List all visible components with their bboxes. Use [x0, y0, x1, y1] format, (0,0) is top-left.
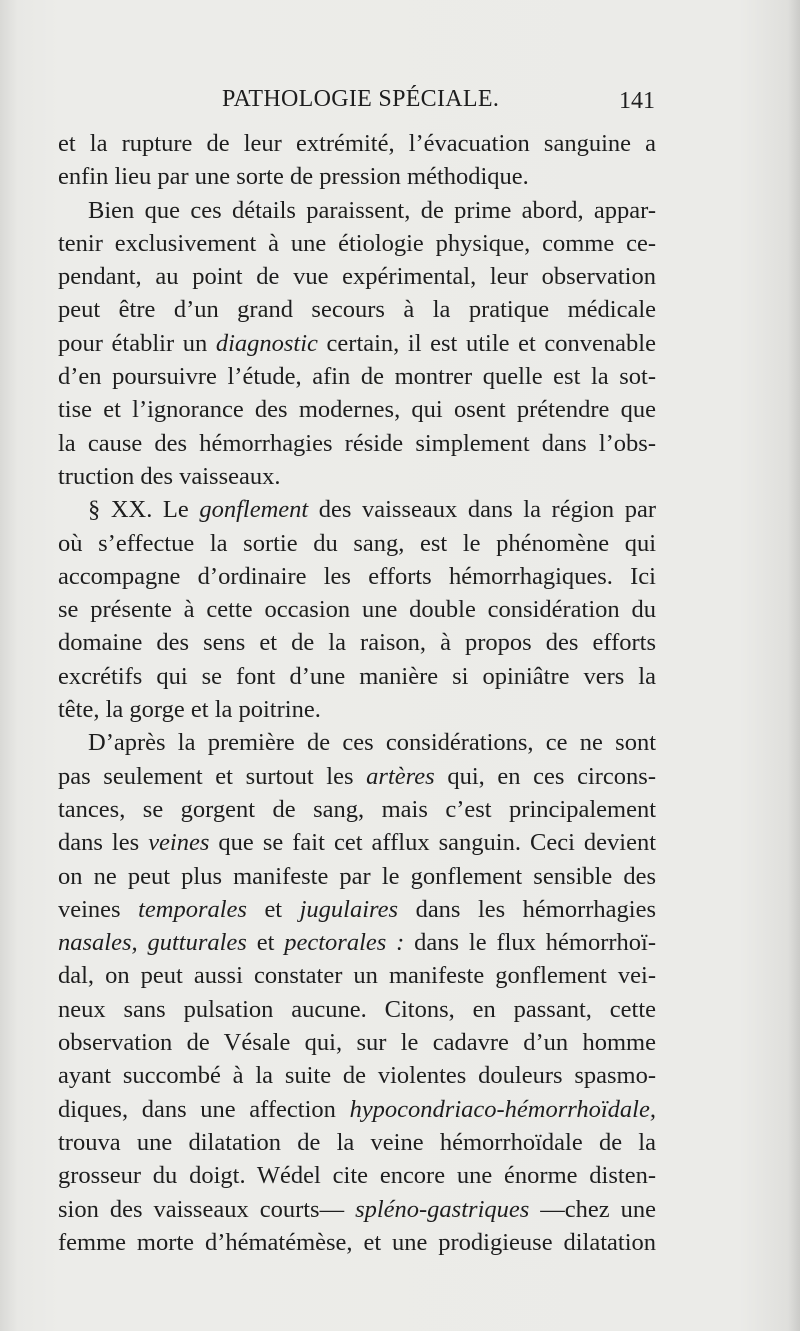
- body-text: [58, 127, 656, 1259]
- text-line: [58, 860, 656, 893]
- text-segment: et: [246, 895, 300, 923]
- text-line: [58, 1159, 656, 1192]
- text-segment: domaine des sens et de la raison, à propos des efforts: [58, 629, 656, 657]
- text-segment: veines: [58, 895, 139, 923]
- text-segment: —chez une: [529, 1195, 656, 1223]
- text-segment: et la rupture de leur extrémité, l’évacuation sanguine a: [58, 130, 656, 157]
- text-segment: dans les hémorrhagies: [398, 895, 656, 923]
- text-line: [58, 693, 656, 726]
- text-line: [58, 626, 656, 659]
- text-segment: enfin lieu par une sorte de pression méthodique.: [58, 163, 529, 191]
- italic-text: temporales: [138, 895, 247, 923]
- text-segment: truction des vaisseaux.: [58, 462, 281, 490]
- text-segment: peut être d’un grand secours à la pratique médicale: [58, 296, 656, 324]
- italic-text: veines: [148, 829, 210, 857]
- italic-text: nasales, gutturales: [58, 929, 247, 957]
- text-segment: trouva une dilatation de la veine hémorrhoïdale de la: [58, 1128, 656, 1156]
- italic-text: hypocondriaco-hémorrhoïdale,: [349, 1095, 656, 1123]
- text-line: [58, 1059, 656, 1092]
- text-line: [58, 360, 656, 393]
- italic-text: gonflement: [199, 496, 309, 524]
- text-line: [58, 660, 656, 693]
- page-number: 141: [619, 88, 655, 114]
- text-segment: où s’effectue la sortie du sang, est le phénomène qui: [58, 529, 656, 557]
- text-segment: dans le flux hémorrhoï-: [404, 929, 656, 957]
- text-line: [58, 993, 656, 1026]
- text-segment: dans les: [58, 829, 149, 857]
- text-segment: on ne peut plus manifeste par le gonflement sensible des: [58, 862, 656, 890]
- text-line: [58, 1193, 656, 1226]
- text-line: [58, 227, 656, 260]
- text-segment: femme morte d’hématémèse, et une prodigieuse dilatation: [58, 1228, 656, 1256]
- text-segment: grosseur du doigt. Wédel cite encore une énorme disten-: [58, 1162, 656, 1190]
- text-line: [58, 1226, 656, 1259]
- text-segment: que se fait cet afflux sanguin. Ceci devient: [209, 829, 656, 857]
- text-segment: D’après la première de ces considérations, ce ne sont: [88, 729, 656, 757]
- text-segment: neux sans pulsation aucune. Citons, en passant, cette: [58, 995, 656, 1023]
- italic-text: spléno-gastriques: [355, 1195, 530, 1223]
- text-segment: tenir exclusivement à une étiologie physique, comme ce-: [58, 229, 656, 257]
- text-segment: tances, se gorgent de sang, mais c’est principalement: [58, 795, 656, 823]
- text-line: [58, 1026, 656, 1059]
- text-segment: excrétifs qui se font d’une manière si opiniâtre vers la: [58, 662, 656, 690]
- text-segment: pour établir un: [58, 329, 216, 357]
- text-line: [58, 327, 656, 360]
- text-segment: dal, on peut aussi constater un manifeste gonflement vei-: [58, 962, 656, 990]
- text-segment: ayant succombé à la suite de violentes douleurs spasmo-: [58, 1062, 656, 1090]
- text-segment: certain, il est utile et convenable: [317, 329, 656, 357]
- text-line: [58, 527, 656, 560]
- text-segment: pas seulement et surtout les: [58, 762, 367, 790]
- text-line: [58, 194, 656, 227]
- text-line: [58, 1093, 656, 1126]
- page-edge-shadow: [788, 0, 800, 1331]
- text-segment: tise et l’ignorance des modernes, qui osent prétendre que: [58, 396, 656, 424]
- text-segment: se présente à cette occasion une double considération du: [58, 596, 656, 624]
- text-segment: tête, la gorge et la poitrine.: [58, 696, 321, 724]
- text-segment: observation de Vésale qui, sur le cadavre d’un homme: [58, 1029, 656, 1057]
- text-line: [58, 1126, 656, 1159]
- text-line: [58, 293, 656, 326]
- text-line: [58, 160, 656, 193]
- text-line: [58, 427, 656, 460]
- italic-text: pectorales :: [284, 929, 405, 957]
- text-segment: qui, en ces circons-: [434, 762, 656, 790]
- text-line: [58, 127, 656, 160]
- text-line: [58, 493, 656, 526]
- text-line: [58, 959, 656, 992]
- text-line: [58, 393, 656, 426]
- text-segment: d’en poursuivre l’étude, afin de montrer quelle est la sot-: [58, 363, 656, 391]
- text-line: [58, 760, 656, 793]
- text-line: [58, 893, 656, 926]
- text-segment: et: [246, 929, 285, 957]
- text-line: [58, 793, 656, 826]
- running-title: PATHOLOGIE SPÉCIALE.: [222, 86, 500, 112]
- text-segment: accompagne d’ordinaire les efforts hémorrhagiques. Ici: [58, 562, 656, 590]
- text-segment: pendant, au point de vue expérimental, leur observation: [58, 263, 656, 291]
- text-segment: la cause des hémorrhagies réside simplement dans l’obs-: [58, 429, 656, 457]
- italic-text: diagnostic: [215, 329, 318, 357]
- text-segment: des vaisseaux dans la région par: [308, 496, 656, 524]
- text-line: [58, 260, 656, 293]
- text-segment: § XX. Le: [88, 496, 200, 524]
- text-line: [58, 926, 656, 959]
- text-segment: Bien que ces détails paraissent, de prime abord, appar-: [88, 196, 656, 224]
- text-line: [58, 560, 656, 593]
- text-line: [58, 460, 656, 493]
- text-line: [58, 826, 656, 859]
- text-segment: sion des vaisseaux courts—: [58, 1195, 356, 1223]
- italic-text: artères: [366, 762, 435, 790]
- italic-text: jugulaires: [299, 895, 399, 923]
- text-segment: diques, dans une affection: [58, 1095, 350, 1123]
- text-line: [58, 593, 656, 626]
- page-header: [56, 86, 656, 122]
- text-line: [58, 726, 656, 759]
